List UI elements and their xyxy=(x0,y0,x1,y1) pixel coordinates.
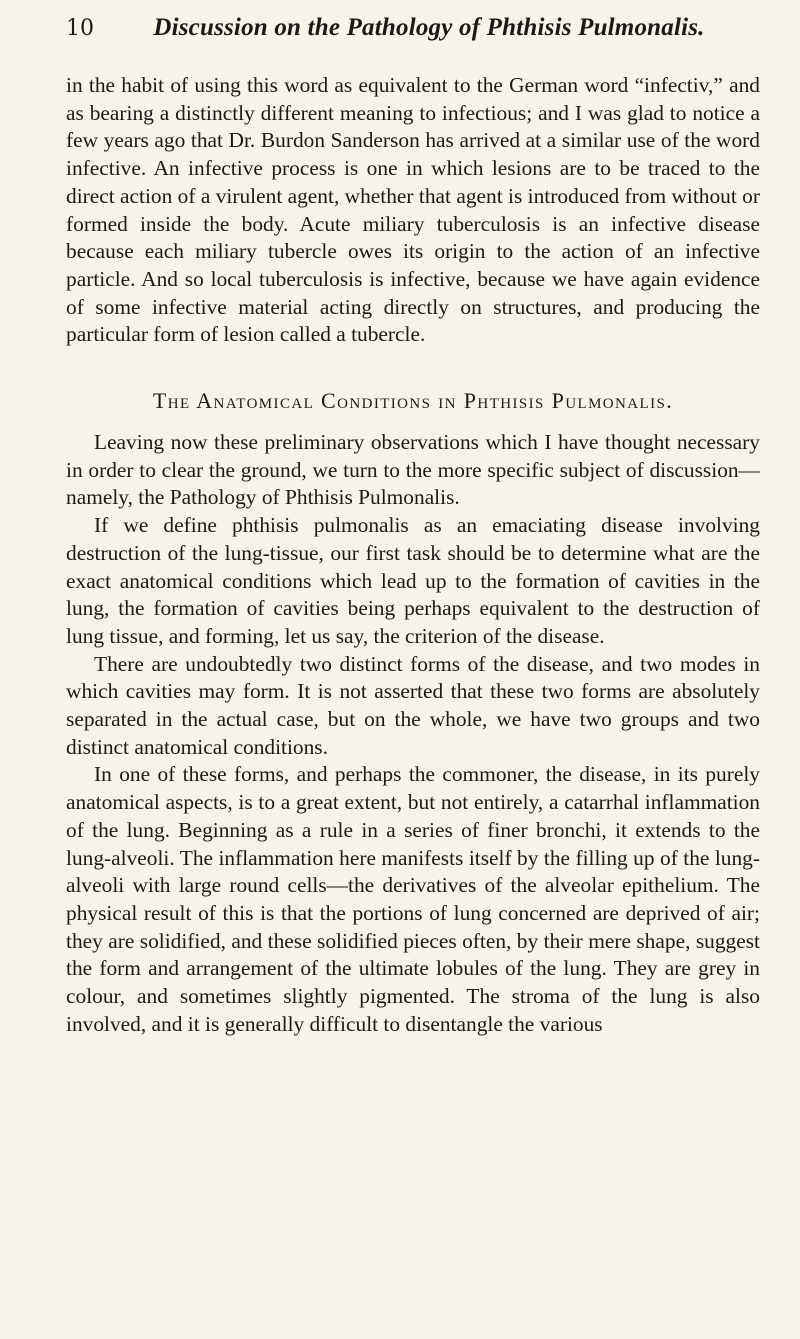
page-number: 10 xyxy=(66,16,94,41)
paragraph: There are undoubtedly two distinct forms of the disease, and two modes in which cavities may form. It is not asserted that these two forms are absolutely separated in the actual case, but on the whole, we have two groups and two distinct anatomical conditions. xyxy=(66,651,760,759)
paragraph-continued: in the habit of using this word as equivalent to the German word “infectiv,” and as bearing a distinctly different meaning to infectious; and I was glad to notice a few years ago that Dr. Burdon Sanderson has arrived at a similar use of the word infective. An infective process is one in which lesions are to be traced to the direct action of a virulent agent, whether that agent is introduced from without or formed inside the body. Acute miliary tuberculosis is an infective disease because each miliary tubercle owes its origin to the action of an infective particle. And so local tuberculosis is infective, because we have again evidence of some infective material acting directly on structures, and producing the particular form of lesion called a tubercle. xyxy=(66,73,760,347)
paragraph: Leaving now these preliminary observations which I have thought necessary in order to clear the ground, we turn to the more specific subject of discussion—namely, the Pathology of Phthisis Pulmonalis. xyxy=(66,430,760,510)
paragraph: If we define phthisis pulmonalis as an emaciating disease involving destruction of the lung-tissue, our first task should be to determine what are the exact anatomical conditions which lead up to the formation of cavities in the lung, the formation of cavities being perhaps equivalent to the destruction of lung tissue, and forming, let us say, the criterion of the disease. xyxy=(66,513,760,648)
body-text xyxy=(66,72,760,1039)
running-title: Discussion on the Pathology of Phthisis Pulmonalis. xyxy=(153,14,705,41)
running-head xyxy=(66,14,760,54)
paragraph: In one of these forms, and perhaps the commoner, the disease, in its purely anatomical aspects, is to a great extent, but not entirely, a catarrhal inflammation of the lung. Beginning as a rule in a series of finer bronchi, it extends to the lung-alveoli. The inflammation here manifests itself by the filling up of the lung-alveoli with large round cells—the derivatives of the alveolar epithelium. The physical result of this is that the portions of lung concerned are deprived of air; they are solidified, and these solidified pieces often, by their mere shape, suggest the form and arrangement of the ultimate lobules of the lung. They are grey in colour, and sometimes slightly pigmented. The stroma of the lung is also involved, and it is generally difficult to disentangle the various xyxy=(66,762,760,1036)
section-heading: The Anatomical Conditions in Phthisis Pulmonalis. xyxy=(152,388,674,414)
